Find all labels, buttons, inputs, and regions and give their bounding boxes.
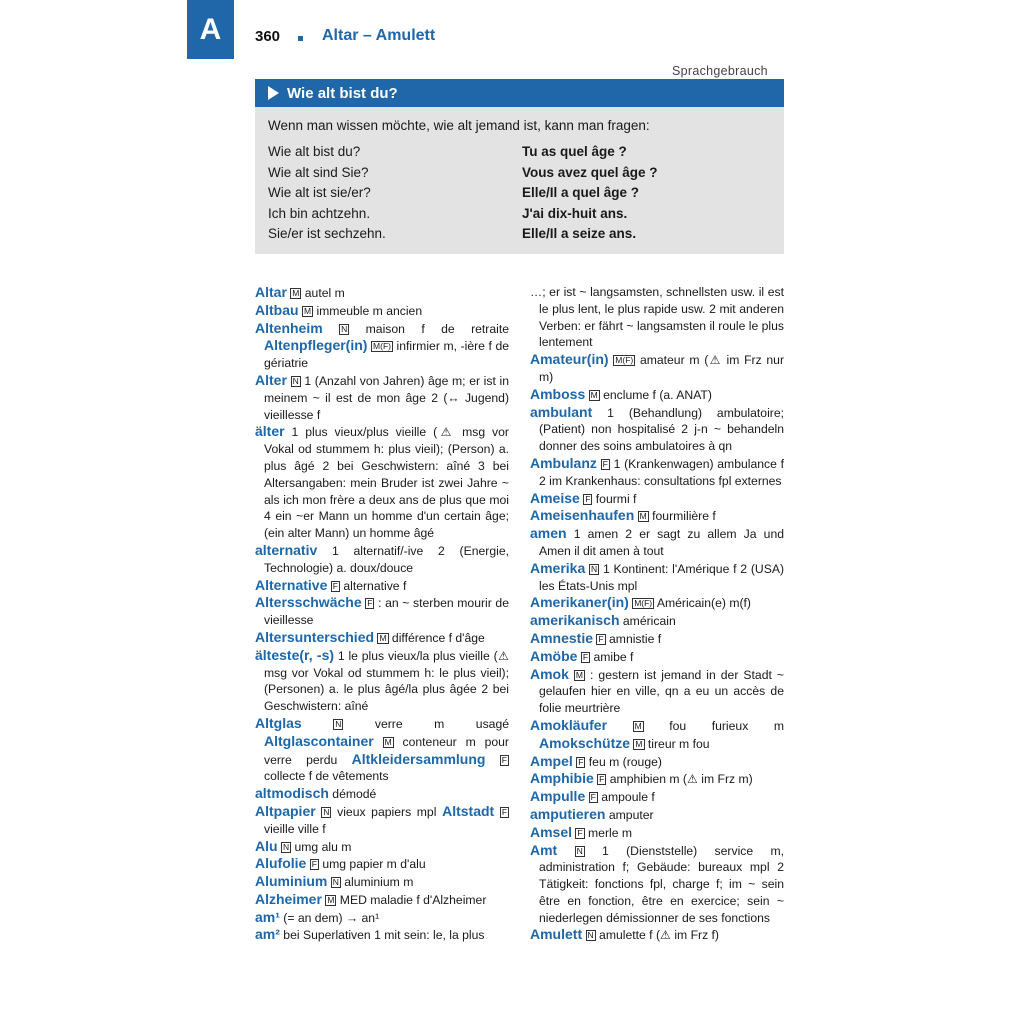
headword: am² (255, 926, 280, 943)
gender-marker: F (590, 792, 596, 803)
usage-box-title-bar (255, 79, 784, 107)
dictionary-entry (530, 806, 784, 824)
page-number: 360 (255, 28, 281, 45)
headword: Ameisenhaufen (530, 507, 635, 524)
headword: Altpapier (255, 802, 316, 819)
entry-definition: (= an dem) → an¹ (283, 910, 380, 925)
headword: ambulant (530, 403, 593, 420)
entry-definition: amphibien m (⚠ im Frz m) (609, 772, 753, 787)
headword: Altstadt (442, 802, 495, 819)
headword: Amerikaner(in) (530, 594, 629, 611)
dictionary-entry (255, 320, 509, 372)
headword: Ampulle (530, 788, 586, 805)
dictionary-entry (255, 873, 509, 891)
gender-marker: M (634, 720, 642, 731)
section-letter-tab: A (187, 0, 234, 59)
entry-definition: démodé (332, 787, 377, 802)
gender-marker: M(F) (634, 598, 653, 609)
dictionary-entry (530, 560, 784, 595)
dictionary-entry (255, 803, 509, 838)
dictionary-entry (255, 629, 509, 647)
entry-definition: conteneur m pour verre perdu (264, 734, 509, 767)
dictionary-entry (255, 926, 509, 944)
headword: Alternative (255, 576, 328, 593)
phrase-french: Elle/Il a quel âge ? (522, 185, 640, 200)
headword: Amok (530, 665, 569, 682)
gender-marker: N (591, 563, 598, 574)
entry-definition: merle m (588, 825, 633, 840)
gender-marker: M (590, 389, 598, 400)
dictionary-entry (530, 630, 784, 648)
headword: amen (530, 525, 567, 542)
entry-definition: collecte f de vêtements (264, 769, 389, 784)
dictionary-entry (255, 542, 509, 577)
gender-marker: M (303, 305, 312, 316)
gender-marker: M (379, 632, 387, 643)
entry-definition: : an ~ sterben mourir de vieillesse (264, 596, 509, 628)
headword: Altkleidersammlung (351, 750, 486, 767)
headword: Amerika (530, 559, 586, 576)
headword: amerikanisch (530, 612, 620, 629)
entry-definition: tireur m fou (647, 736, 710, 751)
gender-marker: F (598, 633, 604, 644)
dictionary-entry (530, 404, 784, 455)
dictionary-entry (255, 302, 509, 320)
phrase-french: Elle/Il a seize ans. (522, 226, 637, 241)
phrase-french: J'ai dix-huit ans. (522, 205, 628, 221)
phrase-french: Vous avez quel âge ? (522, 164, 658, 180)
gender-marker: M (575, 669, 584, 680)
headword: Altenpfleger(in) (264, 337, 368, 354)
usage-box-title: Wie alt bist du? (287, 84, 398, 102)
entry-definition: amputer (608, 807, 654, 822)
entry-definition: vieux papiers mpl (337, 804, 437, 819)
dictionary-entry (530, 525, 784, 560)
dictionary-entry (530, 386, 784, 404)
headword: Amsel (530, 823, 573, 840)
gender-marker: M (384, 736, 392, 747)
headword: Altglas (255, 714, 302, 731)
entry-definition: fourmi f (595, 491, 637, 506)
headword: Amt (530, 841, 558, 858)
headword: Amöbe (530, 647, 578, 664)
gender-marker: F (602, 458, 608, 469)
headword: Altbau (255, 301, 299, 318)
gender-marker: N (341, 323, 348, 334)
entry-definition: ampoule f (601, 790, 655, 805)
gender-marker: N (282, 841, 290, 852)
headword: Ambulanz (530, 454, 597, 471)
gender-marker: M (635, 738, 643, 749)
entry-definition: fourmilière f (652, 509, 716, 524)
gender-marker: F (582, 651, 589, 662)
dictionary-entry (530, 490, 784, 508)
dictionary-entry (530, 770, 784, 788)
phrase-german: Wie alt sind Sie? (268, 164, 369, 180)
gender-marker: N (292, 375, 299, 386)
entry-definition: feu m (rouge) (588, 754, 662, 769)
entry-definition: autel m (304, 286, 345, 300)
entry-definition: infirmier m, -ière f de gériatrie (264, 339, 510, 371)
entry-definition: 1 Kontinent: l'Amérique f 2 (USA) les États-Unis mpl (539, 561, 785, 593)
phrase-german: Ich bin achtzehn. (268, 205, 371, 221)
headword: Alzheimer (255, 890, 322, 907)
gender-marker: M (327, 894, 335, 905)
entry-definition: aluminium m (344, 875, 414, 890)
headword: Ampel (530, 752, 573, 769)
headword: älter (255, 423, 285, 440)
entry-definition: amateur m (⚠ im Frz nur m) (539, 353, 785, 384)
entry-definition: …; er ist ~ langsamsten, schnellsten usw. il est le plus lent, le plus rapide usw. 2 mit anderen Verben: er fährt ~ langsamsten il roule le plus lentement (530, 285, 784, 350)
gender-marker: F (577, 827, 583, 838)
headword: Amulett (530, 926, 583, 943)
dictionary-entry (530, 824, 784, 842)
dictionary-entry (530, 351, 784, 386)
dictionary-entry (530, 507, 784, 525)
entry-definition: fou furieux m (669, 718, 784, 733)
headword: Amnestie (530, 629, 594, 646)
dictionary-entry (530, 648, 784, 666)
dictionary-entry (530, 612, 784, 630)
entry-definition: : gestern ist jemand in der Stadt ~ gelaufen hier en ville, qn a eu un accès de folie meurtrière (539, 667, 784, 716)
gender-marker: M (639, 511, 647, 522)
entry-definition: enclume f (a. ANAT) (603, 387, 712, 402)
entry-definition: 1 (Anzahl von Jahren) âge m; er ist in meinem ~ il est de mon âge 2 (↔ Jugend) vieillesse f (264, 373, 510, 422)
headword: amputieren (530, 805, 606, 822)
dictionary-entry (255, 423, 509, 542)
entry-definition: 1 le plus vieux/la plus vieille (⚠ msg vor Vokal od stummem h: le plus vieil); (Personen) a. le plus âgé/la plus âgée 2 bei Geschwistern: aîné (264, 648, 509, 714)
headword: älteste(r, -s) (255, 646, 335, 663)
headword: alternativ (255, 541, 318, 558)
headword: Amokläufer (530, 716, 608, 733)
phrase-german: Sie/er ist sechzehn. (268, 226, 386, 241)
gender-marker: F (501, 754, 507, 765)
dictionary-entry (530, 594, 784, 612)
usage-box-label: Sprachgebrauch (672, 64, 768, 78)
gender-marker: N (332, 877, 339, 888)
gender-marker: F (585, 493, 591, 504)
gender-marker: F (578, 756, 584, 767)
entry-definition: 1 (Behandlung) ambulatoire; (Patient) non hospitalisé 2 j-n ~ behandeln donner des soins ambulatoires à qn (539, 405, 785, 454)
headword: Altersschwäche (255, 594, 362, 611)
dictionary-entry (255, 838, 509, 856)
headword: Alter (255, 371, 287, 388)
entry-definition: amulette f (⚠ im Frz f) (599, 928, 719, 943)
dictionary-entry (530, 842, 784, 927)
entry-definition: amnistie f (609, 631, 662, 646)
phrase-german: Wie alt ist sie/er? (268, 185, 371, 200)
entry-definition: vieille ville f (264, 821, 326, 836)
gender-marker: M (292, 288, 300, 298)
dictionary-entry (530, 717, 784, 753)
entry-definition: amibe f (593, 649, 634, 664)
entry-definition: MED maladie f d'Alzheimer (339, 892, 487, 907)
gender-marker: N (576, 845, 583, 856)
headword: Altenheim (255, 319, 323, 336)
entry-definition: 1 amen 2 er sagt zu allem Ja und Amen il dit amen à tout (539, 527, 784, 558)
headword: Amphibie (530, 770, 594, 787)
dictionary-entry (255, 715, 509, 785)
dictionary-entry (255, 785, 509, 803)
dictionary-entry (530, 788, 784, 806)
usage-box-body (255, 107, 784, 254)
right-column (530, 284, 784, 944)
dictionary-entry (530, 455, 784, 490)
entry-definition: alternative f (343, 578, 407, 593)
dictionary-entry (530, 753, 784, 771)
entry-definition: umg papier m d'alu (322, 857, 426, 872)
entry-definition: immeuble m ancien (316, 303, 423, 318)
gender-marker: F (332, 580, 338, 591)
headword: Ameise (530, 489, 580, 506)
dictionary-entry (255, 855, 509, 873)
gender-marker: F (501, 806, 508, 817)
entry-definition: 1 alternatif/-ive 2 (Energie, Technologie) a. doux/douce (264, 543, 510, 575)
headword: Altar (255, 284, 287, 300)
dictionary-entry (530, 926, 784, 944)
headword: am¹ (255, 908, 280, 925)
play-triangle-icon (268, 86, 279, 100)
gender-marker: N (323, 806, 330, 817)
gender-marker: N (335, 718, 342, 729)
phrase-french: Tu as quel âge ? (522, 144, 627, 159)
dictionary-entry (255, 594, 509, 629)
entry-definition: américain (622, 614, 676, 629)
entry-definition: bei Superlativen 1 mit sein: le, la plus (283, 928, 485, 943)
gender-marker: F (599, 774, 605, 785)
gender-marker: N (587, 930, 594, 941)
headword: Altglascontainer (264, 732, 374, 749)
headword: Amboss (530, 385, 586, 402)
headword: altmodisch (255, 785, 329, 802)
gender-marker: M(F) (615, 355, 634, 366)
gender-marker: M(F) (373, 341, 391, 352)
headword: Aluminium (255, 873, 328, 890)
entry-definition: 1 plus vieux/plus vieille (⚠ msg vor Vokal od stummem h: plus vieil); (Person) a. plus âgé 2 bei Geschwistern: aîné 3 bei Altersangaben: mein Bruder ist zwei Jahre ~ als ich mon frère a deux ans de plus que moi 4 ein ~er Mann un homme d'un certain âge; (ein alter Mann) un homme âgé (264, 425, 509, 541)
dictionary-entry (255, 647, 509, 715)
running-head: Altar – Amulett (322, 27, 436, 44)
usage-box-intro: Wenn man wissen möchte, wie alt jemand ist, kann man fragen: (268, 118, 650, 133)
entry-definition: 1 (Krankenwagen) ambulance f 2 im Krankenhaus: consultations fpl externes (539, 456, 785, 488)
headword: Amokschütze (539, 734, 631, 751)
phrase-german: Wie alt bist du? (268, 144, 361, 159)
headword: Alu (255, 837, 278, 854)
headword: Altersunterschied (255, 628, 375, 645)
entry-definition: différence f d'âge (391, 630, 485, 645)
entry-definition: verre m usagé (374, 716, 509, 731)
headword: Alufolie (255, 855, 307, 872)
dictionary-entry (255, 577, 509, 595)
left-column (255, 284, 509, 944)
dictionary-entry (530, 666, 784, 717)
dictionary-entry (255, 372, 509, 423)
gender-marker: F (367, 598, 373, 609)
entry-definition: maison f de retraite (365, 321, 509, 336)
dictionary-entry (255, 909, 509, 927)
dictionary-entry (530, 284, 784, 351)
headword: Amateur(in) (530, 351, 609, 368)
dictionary-entry (255, 284, 509, 302)
dictionary-entry (255, 891, 509, 909)
entry-definition: umg alu m (294, 839, 352, 854)
gender-marker: F (311, 859, 317, 870)
entry-definition: Américain(e) m(f) (656, 596, 751, 611)
entry-definition: 1 (Dienststelle) service m, administration f; Gebäude: bureaux mpl 2 Tätigkeit: fonctions fpl, charge f; im ~ sein être en fonction, être en exercice; sein ~ niederlegen démissionner de ses fonctions (539, 843, 785, 925)
header-separator (298, 36, 303, 41)
